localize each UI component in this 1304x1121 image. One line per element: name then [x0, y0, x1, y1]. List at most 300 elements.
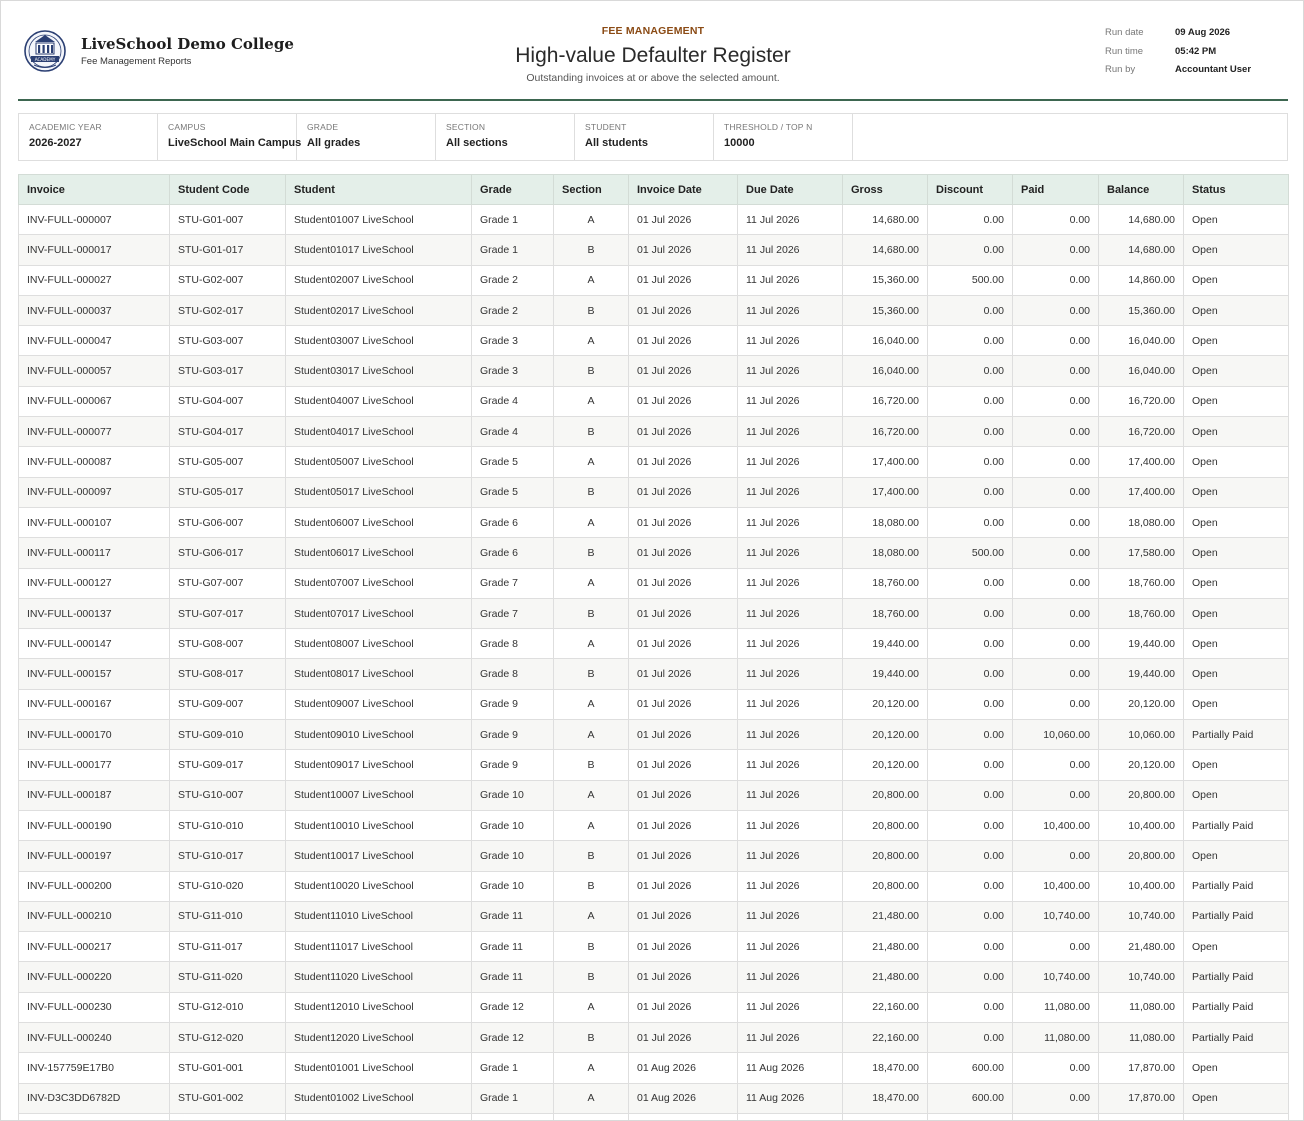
cell-invoice: INV-FULL-000027 [19, 265, 170, 295]
cell-invoice: INV-FULL-000240 [19, 1023, 170, 1053]
cell-gross: 22,160.00 [843, 1023, 928, 1053]
cell-grade: Grade 5 [472, 447, 554, 477]
cell-invoice-date: 01 Aug 2026 [629, 1053, 738, 1083]
cell-paid: 0.00 [1013, 629, 1099, 659]
table-row [19, 386, 1289, 416]
cell-student-code: STU-G02-017 [170, 295, 286, 325]
column-header-invoice: Invoice [19, 175, 170, 205]
cell-paid: 11,080.00 [1013, 992, 1099, 1022]
cell-grade: Grade 1 [472, 205, 554, 235]
cell-invoice-date: 01 Jul 2026 [629, 780, 738, 810]
cell-grade: Grade 3 [472, 326, 554, 356]
cell-section: B [554, 356, 629, 386]
cell-invoice-date: 01 Jul 2026 [629, 750, 738, 780]
cell-gross: 21,480.00 [843, 901, 928, 931]
cell-student: Student03007 LiveSchool [286, 326, 472, 356]
cell-invoice: INV-FULL-000147 [19, 629, 170, 659]
cell-paid: 0.00 [1013, 659, 1099, 689]
table-row [19, 568, 1289, 598]
cell-student: Student10017 LiveSchool [286, 841, 472, 871]
cell-invoice: INV-FULL-000157 [19, 659, 170, 689]
cell-gross: 16,040.00 [843, 326, 928, 356]
cell-section: A [554, 1053, 629, 1083]
cell-grade: Grade 11 [472, 962, 554, 992]
filter-value: All grades [307, 137, 361, 149]
cell-balance: 16,720.00 [1099, 386, 1184, 416]
cell-discount: 0.00 [928, 871, 1013, 901]
table-row [19, 295, 1289, 325]
cell-due-date: 11 Jul 2026 [738, 841, 843, 871]
cell-grade: Grade 12 [472, 992, 554, 1022]
cell-student: Student07017 LiveSchool [286, 598, 472, 628]
cell-gross: 20,120.00 [843, 750, 928, 780]
cell-student-code: STU-G12-020 [170, 1023, 286, 1053]
run-time-value: 05:42 PM [1175, 45, 1217, 57]
table-row [19, 538, 1289, 568]
cell-paid: 0.00 [1013, 447, 1099, 477]
cell-balance: 16,040.00 [1099, 356, 1184, 386]
cell-paid: 0.00 [1013, 235, 1099, 265]
cell-paid: 0.00 [1013, 386, 1099, 416]
table-row [19, 507, 1289, 537]
cell-section: A [554, 205, 629, 235]
cell-student: Student05017 LiveSchool [286, 477, 472, 507]
cell-balance: 17,400.00 [1099, 447, 1184, 477]
cell-gross: 18,760.00 [843, 598, 928, 628]
cell-discount: 0.00 [928, 598, 1013, 628]
cell-grade: Grade 10 [472, 841, 554, 871]
cell-section: A [554, 507, 629, 537]
table-row [19, 1113, 1289, 1121]
run-time-label: Run time [1105, 45, 1144, 57]
cell-due-date: 11 Aug 2026 [738, 1053, 843, 1083]
cell-balance: 18,760.00 [1099, 598, 1184, 628]
cell-gross: 16,720.00 [843, 417, 928, 447]
cell-invoice-date: 01 Jul 2026 [629, 326, 738, 356]
cell-status: Open [1184, 205, 1289, 235]
table-header-row [19, 175, 1289, 205]
cell-discount: 0.00 [928, 659, 1013, 689]
cell-due-date: 11 Jul 2026 [738, 265, 843, 295]
cell-discount: 600.00 [928, 1053, 1013, 1083]
table-row [19, 962, 1289, 992]
cell-invoice: INV-FULL-000187 [19, 780, 170, 810]
table-header [19, 175, 1289, 205]
cell-status: Partially Paid [1184, 962, 1289, 992]
filter-value: All sections [446, 137, 508, 149]
cell-status: Open [1184, 507, 1289, 537]
cell-student-code: STU-G03-007 [170, 326, 286, 356]
cell-due-date: 11 Jul 2026 [738, 235, 843, 265]
cell-invoice-date: 01 Jul 2026 [629, 295, 738, 325]
cell-balance: 19,440.00 [1099, 629, 1184, 659]
cell-invoice-date: 01 Jul 2026 [629, 810, 738, 840]
cell-invoice: INV-157759E17B0 [19, 1053, 170, 1083]
cell-paid: 10,060.00 [1013, 720, 1099, 750]
cell-invoice: INV-FULL-000190 [19, 810, 170, 840]
filter-section [436, 114, 575, 160]
cell-due-date: 11 Jul 2026 [738, 538, 843, 568]
cell-status: Open [1184, 932, 1289, 962]
cell-student: Student04007 LiveSchool [286, 386, 472, 416]
filter-label: STUDENT [585, 122, 627, 132]
cell-invoice-date: 01 Jul 2026 [629, 417, 738, 447]
cell-invoice-date: 01 Aug 2026 [629, 1083, 738, 1113]
cell-section: A [554, 326, 629, 356]
cell-section: B [554, 417, 629, 447]
cell-balance: 18,760.00 [1099, 568, 1184, 598]
cell-discount: 0.00 [928, 932, 1013, 962]
cell-student-code: STU-G12-010 [170, 992, 286, 1022]
cell-status: Partially Paid [1184, 992, 1289, 1022]
cell-discount: 600.00 [928, 1083, 1013, 1113]
filter-value: LiveSchool Main Campus [168, 137, 302, 149]
cell-student: Student09017 LiveSchool [286, 750, 472, 780]
cell-discount: 0.00 [928, 417, 1013, 447]
cell-invoice: INV-D3C3DD6782D [19, 1083, 170, 1113]
cell-invoice: INV-FULL-000177 [19, 750, 170, 780]
cell-paid: 10,740.00 [1013, 901, 1099, 931]
cell-status: Open [1184, 386, 1289, 416]
cell-balance: 20,120.00 [1099, 750, 1184, 780]
cell-student: Student02007 LiveSchool [286, 265, 472, 295]
cell-due-date: 11 Jul 2026 [738, 477, 843, 507]
cell-student: Student10010 LiveSchool [286, 810, 472, 840]
cell-student [286, 1113, 472, 1121]
cell-discount: 0.00 [928, 689, 1013, 719]
filter-academic-year [19, 114, 158, 160]
cell-grade: Grade 10 [472, 780, 554, 810]
cell-grade: Grade 5 [472, 477, 554, 507]
cell-grade: Grade 11 [472, 901, 554, 931]
table-row [19, 205, 1289, 235]
cell-balance: 20,800.00 [1099, 841, 1184, 871]
cell-status: Partially Paid [1184, 901, 1289, 931]
table-row [19, 780, 1289, 810]
column-header-status: Status [1184, 175, 1289, 205]
cell-status: Open [1184, 235, 1289, 265]
cell-student-code: STU-G09-010 [170, 720, 286, 750]
cell-invoice-date: 01 Jul 2026 [629, 205, 738, 235]
cell-section: A [554, 992, 629, 1022]
cell-due-date: 11 Jul 2026 [738, 326, 843, 356]
table-row [19, 750, 1289, 780]
cell-discount: 0.00 [928, 810, 1013, 840]
cell-balance: 11,080.00 [1099, 992, 1184, 1022]
cell-invoice: INV-FULL-000087 [19, 447, 170, 477]
cell-status: Open [1184, 265, 1289, 295]
cell-invoice-date: 01 Jul 2026 [629, 689, 738, 719]
cell-section: A [554, 447, 629, 477]
cell-balance: 10,400.00 [1099, 810, 1184, 840]
cell-student: Student08017 LiveSchool [286, 659, 472, 689]
cell-invoice: INV-FULL-000097 [19, 477, 170, 507]
cell-student-code: STU-G01-007 [170, 205, 286, 235]
cell-discount: 0.00 [928, 1023, 1013, 1053]
cell-student: Student01002 LiveSchool [286, 1083, 472, 1113]
cell-student: Student11017 LiveSchool [286, 932, 472, 962]
cell-gross: 18,470.00 [843, 1083, 928, 1113]
cell-discount: 0.00 [928, 507, 1013, 537]
cell-status: Open [1184, 295, 1289, 325]
cell-grade: Grade 1 [472, 1053, 554, 1083]
cell-section: B [554, 841, 629, 871]
cell-paid: 0.00 [1013, 265, 1099, 295]
cell-invoice-date: 01 Jul 2026 [629, 477, 738, 507]
cell-balance: 10,060.00 [1099, 720, 1184, 750]
cell-discount: 0.00 [928, 780, 1013, 810]
cell-status: Open [1184, 629, 1289, 659]
cell-gross: 20,800.00 [843, 780, 928, 810]
cell-student-code: STU-G10-010 [170, 810, 286, 840]
cell-discount [928, 1113, 1013, 1121]
cell-gross: 15,360.00 [843, 265, 928, 295]
table-row [19, 477, 1289, 507]
cell-section: B [554, 295, 629, 325]
cell-student-code: STU-G11-017 [170, 932, 286, 962]
cell-paid [1013, 1113, 1099, 1121]
cell-discount: 0.00 [928, 841, 1013, 871]
cell-student-code: STU-G08-017 [170, 659, 286, 689]
page-title: High-value Defaulter Register [515, 44, 791, 67]
cell-status: Open [1184, 1053, 1289, 1083]
cell-section: A [554, 780, 629, 810]
cell-gross: 17,400.00 [843, 477, 928, 507]
cell-due-date: 11 Jul 2026 [738, 598, 843, 628]
cell-grade: Grade 1 [472, 1083, 554, 1113]
cell-balance: 20,120.00 [1099, 689, 1184, 719]
cell-grade [472, 1113, 554, 1121]
table-row [19, 1083, 1289, 1113]
cell-section: B [554, 932, 629, 962]
cell-student-code [170, 1113, 286, 1121]
filter-label: GRADE [307, 122, 339, 132]
cell-invoice: INV-FULL-000167 [19, 689, 170, 719]
cell-gross: 18,080.00 [843, 538, 928, 568]
cell-paid: 0.00 [1013, 598, 1099, 628]
cell-balance: 10,400.00 [1099, 871, 1184, 901]
table-row [19, 841, 1289, 871]
svg-text:ACADEMY: ACADEMY [34, 56, 56, 62]
cell-grade: Grade 11 [472, 932, 554, 962]
cell-student: Student11020 LiveSchool [286, 962, 472, 992]
cell-due-date: 11 Jul 2026 [738, 205, 843, 235]
cell-due-date: 11 Jul 2026 [738, 689, 843, 719]
cell-balance: 14,860.00 [1099, 265, 1184, 295]
cell-due-date: 11 Jul 2026 [738, 962, 843, 992]
cell-student-code: STU-G04-007 [170, 386, 286, 416]
cell-grade: Grade 4 [472, 417, 554, 447]
cell-gross [843, 1113, 928, 1121]
cell-gross: 21,480.00 [843, 962, 928, 992]
table-row [19, 720, 1289, 750]
filter-label: THRESHOLD / TOP N [724, 122, 813, 132]
college-subtitle: Fee Management Reports [81, 56, 192, 67]
filter-value: All students [585, 137, 648, 149]
cell-gross: 20,800.00 [843, 841, 928, 871]
cell-section: A [554, 629, 629, 659]
page-subtitle: Outstanding invoices at or above the selected amount. [526, 72, 780, 84]
run-date-value: 09 Aug 2026 [1175, 27, 1231, 38]
cell-invoice: INV-FULL-000057 [19, 356, 170, 386]
cell-due-date: 11 Jul 2026 [738, 720, 843, 750]
cell-balance: 16,720.00 [1099, 417, 1184, 447]
cell-invoice: INV-FULL-000230 [19, 992, 170, 1022]
cell-discount: 0.00 [928, 750, 1013, 780]
cell-due-date: 11 Jul 2026 [738, 780, 843, 810]
cell-paid: 0.00 [1013, 326, 1099, 356]
cell-section [554, 1113, 629, 1121]
cell-status: Partially Paid [1184, 1023, 1289, 1053]
table-row [19, 932, 1289, 962]
cell-invoice: INV-FULL-000017 [19, 235, 170, 265]
cell-paid: 0.00 [1013, 356, 1099, 386]
cell-gross: 20,800.00 [843, 810, 928, 840]
cell-student: Student05007 LiveSchool [286, 447, 472, 477]
column-header-discount: Discount [928, 175, 1013, 205]
cell-gross: 16,720.00 [843, 386, 928, 416]
table-body [19, 205, 1289, 1121]
cell-balance: 15,360.00 [1099, 295, 1184, 325]
cell-status: Open [1184, 1083, 1289, 1113]
cell-paid: 0.00 [1013, 780, 1099, 810]
cell-invoice: INV-FULL-000037 [19, 295, 170, 325]
cell-gross: 20,120.00 [843, 720, 928, 750]
cell-section: A [554, 810, 629, 840]
column-header-paid: Paid [1013, 175, 1099, 205]
cell-gross: 17,400.00 [843, 447, 928, 477]
cell-discount: 0.00 [928, 962, 1013, 992]
cell-student-code: STU-G10-017 [170, 841, 286, 871]
cell-invoice: INV-FULL-000117 [19, 538, 170, 568]
cell-section: B [554, 477, 629, 507]
cell-grade: Grade 10 [472, 810, 554, 840]
cell-student: Student12010 LiveSchool [286, 992, 472, 1022]
cell-student-code: STU-G09-007 [170, 689, 286, 719]
cell-invoice-date: 01 Jul 2026 [629, 447, 738, 477]
cell-section: B [554, 659, 629, 689]
cell-due-date: 11 Jul 2026 [738, 810, 843, 840]
cell-gross: 21,480.00 [843, 932, 928, 962]
cell-section: A [554, 901, 629, 931]
cell-student: Student10007 LiveSchool [286, 780, 472, 810]
defaulter-table [18, 174, 1289, 1121]
cell-invoice-date: 01 Jul 2026 [629, 932, 738, 962]
cell-gross: 18,080.00 [843, 507, 928, 537]
cell-student: Student09010 LiveSchool [286, 720, 472, 750]
table-row [19, 598, 1289, 628]
cell-section: B [554, 598, 629, 628]
cell-status: Open [1184, 568, 1289, 598]
cell-student-code: STU-G06-007 [170, 507, 286, 537]
cell-invoice-date: 01 Jul 2026 [629, 629, 738, 659]
cell-grade: Grade 2 [472, 265, 554, 295]
cell-invoice: INV-FULL-000170 [19, 720, 170, 750]
cell-paid: 0.00 [1013, 750, 1099, 780]
cell-paid: 10,400.00 [1013, 810, 1099, 840]
cell-student-code: STU-G01-017 [170, 235, 286, 265]
cell-gross: 15,360.00 [843, 295, 928, 325]
cell-invoice: INV-FULL-000047 [19, 326, 170, 356]
cell-gross: 19,440.00 [843, 629, 928, 659]
table-row [19, 447, 1289, 477]
cell-discount: 0.00 [928, 992, 1013, 1022]
filter-value: 10000 [724, 137, 755, 149]
cell-gross: 19,440.00 [843, 659, 928, 689]
cell-invoice: INV-FULL-000217 [19, 932, 170, 962]
column-header-balance: Balance [1099, 175, 1184, 205]
filter-campus [158, 114, 302, 160]
cell-invoice-date: 01 Jul 2026 [629, 871, 738, 901]
cell-invoice: INV-FULL-000137 [19, 598, 170, 628]
report-header [18, 15, 1288, 101]
run-by-value: Accountant User [1175, 64, 1252, 75]
cell-due-date: 11 Jul 2026 [738, 932, 843, 962]
column-header-invoice-date: Invoice Date [629, 175, 738, 205]
cell-status: Open [1184, 780, 1289, 810]
table-row [19, 1023, 1289, 1053]
cell-gross: 16,040.00 [843, 356, 928, 386]
cell-status: Open [1184, 447, 1289, 477]
cell-grade: Grade 7 [472, 568, 554, 598]
cell-balance: 17,400.00 [1099, 477, 1184, 507]
cell-due-date: 11 Jul 2026 [738, 417, 843, 447]
table-row [19, 265, 1289, 295]
cell-status: Partially Paid [1184, 720, 1289, 750]
table-row [19, 1053, 1289, 1083]
cell-paid: 0.00 [1013, 689, 1099, 719]
table-row [19, 326, 1289, 356]
module-label: FEE MANAGEMENT [601, 25, 705, 37]
cell-section: B [554, 1023, 629, 1053]
cell-grade: Grade 4 [472, 386, 554, 416]
cell-balance: 10,740.00 [1099, 962, 1184, 992]
cell-paid: 0.00 [1013, 1053, 1099, 1083]
cell-grade: Grade 8 [472, 629, 554, 659]
cell-student: Student03017 LiveSchool [286, 356, 472, 386]
cell-status: Open [1184, 356, 1289, 386]
filter-summary [18, 113, 1288, 161]
cell-invoice: INV-FULL-000210 [19, 901, 170, 931]
cell-due-date: 11 Jul 2026 [738, 901, 843, 931]
cell-invoice-date: 01 Jul 2026 [629, 235, 738, 265]
run-date-row [1105, 27, 1251, 46]
cell-student: Student01001 LiveSchool [286, 1053, 472, 1083]
cell-discount: 0.00 [928, 477, 1013, 507]
table-row [19, 235, 1289, 265]
cell-invoice-date [629, 1113, 738, 1121]
cell-status: Open [1184, 417, 1289, 447]
cell-section: B [554, 962, 629, 992]
cell-section: A [554, 265, 629, 295]
column-header-due-date: Due Date [738, 175, 843, 205]
cell-section: A [554, 1083, 629, 1113]
cell-invoice-date: 01 Jul 2026 [629, 568, 738, 598]
cell-due-date: 11 Jul 2026 [738, 386, 843, 416]
cell-discount: 0.00 [928, 720, 1013, 750]
cell-status: Open [1184, 326, 1289, 356]
cell-paid: 0.00 [1013, 295, 1099, 325]
cell-grade: Grade 9 [472, 720, 554, 750]
filter-label: ACADEMIC YEAR [29, 122, 102, 132]
cell-due-date: 11 Jul 2026 [738, 750, 843, 780]
cell-gross: 14,680.00 [843, 205, 928, 235]
cell-student-code: STU-G08-007 [170, 629, 286, 659]
cell-section: A [554, 689, 629, 719]
cell-student-code: STU-G07-007 [170, 568, 286, 598]
cell-discount: 0.00 [928, 629, 1013, 659]
cell-invoice-date: 01 Jul 2026 [629, 841, 738, 871]
